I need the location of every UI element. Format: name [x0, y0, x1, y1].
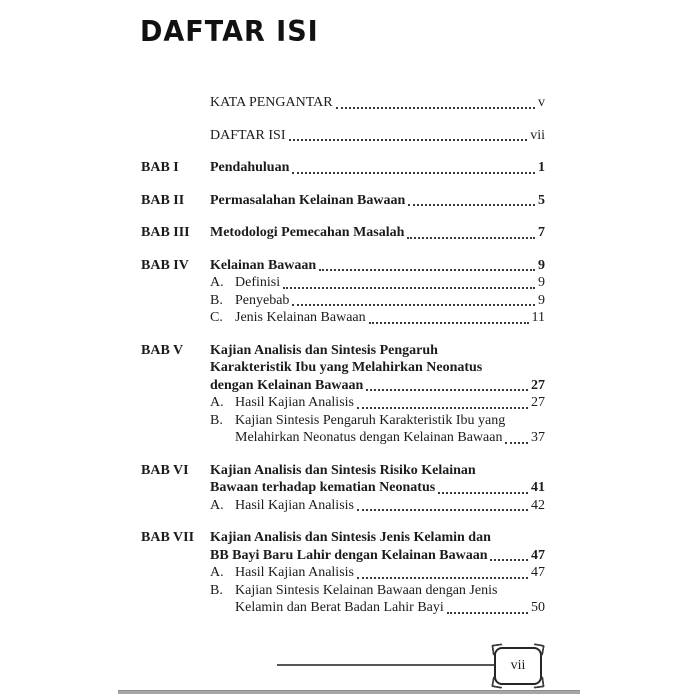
- sketch-corner-icon: [491, 643, 503, 655]
- entry-content: [210, 127, 545, 145]
- entry-text: Permasalahan Kelainan Bawaan: [210, 192, 406, 208]
- toc-subitem: [210, 497, 545, 515]
- entry-page-number: vii: [530, 127, 545, 143]
- chapter-label: BAB V: [141, 342, 184, 358]
- sketch-corner-icon: [532, 643, 545, 656]
- toc-line-with-leader: [210, 94, 545, 112]
- subitem-letter: B.: [210, 412, 223, 428]
- toc-subitem: [210, 564, 545, 582]
- dot-leader: [490, 559, 528, 561]
- entry-page-number: 9: [538, 275, 545, 290]
- entry-page-number: 9: [538, 292, 545, 308]
- subitem-content: [235, 497, 545, 515]
- toc-line-with-leader: [235, 309, 545, 327]
- page-number: vii: [510, 658, 526, 673]
- dot-leader: [283, 287, 535, 289]
- subitem-content: [235, 394, 545, 412]
- footer-rule: [277, 664, 497, 666]
- entry-page-number: 42: [531, 497, 545, 513]
- chapter-label: BAB VII: [141, 530, 195, 545]
- entry-text: Melahirkan Neonatus dengan Kelainan Bawaan: [235, 430, 503, 445]
- entry-text: DAFTAR ISI: [210, 127, 286, 143]
- toc-line-with-leader: [235, 599, 545, 617]
- toc-entry: [141, 127, 545, 145]
- entry-page-number: 11: [531, 310, 545, 325]
- toc-line-with-leader: [235, 429, 545, 447]
- title-line: Kajian Analisis dan Sintesis Pengaruh: [210, 342, 438, 358]
- toc-subitem: [210, 412, 545, 447]
- chapter-label: [141, 127, 210, 145]
- toc-entry: [141, 192, 545, 210]
- title-line: Kajian Analisis dan Sintesis Jenis Kelamin dan: [210, 530, 491, 545]
- dot-leader: [357, 407, 528, 409]
- sketch-corner-icon: [491, 676, 504, 689]
- dot-leader: [408, 204, 535, 206]
- page-title: DAFTAR ISI: [140, 16, 319, 49]
- entry-text: Hasil Kajian Analisis: [235, 395, 354, 410]
- entry-text: Kelamin dan Berat Badan Lahir Bayi: [235, 600, 444, 615]
- subitem-line: Kajian Sintesis Kelainan Bawaan dengan Jenis: [235, 582, 498, 598]
- dot-leader: [505, 442, 528, 444]
- toc-line-with-leader: [210, 479, 545, 497]
- entry-page-number: 1: [538, 160, 545, 175]
- entry-content: [210, 159, 545, 177]
- entry-page-number: 37: [531, 430, 545, 445]
- subitem-content: [235, 274, 545, 292]
- entry-text: BB Bayi Baru Lahir dengan Kelainan Bawaan: [210, 547, 488, 563]
- entry-page-number: 27: [531, 395, 545, 410]
- entry-page-number: 7: [538, 225, 545, 240]
- toc-entry: [141, 159, 545, 177]
- entry-page-number: 41: [531, 480, 545, 495]
- entry-content: [210, 224, 545, 242]
- chapter-label: [141, 94, 210, 112]
- toc-line-with-leader: [235, 274, 545, 292]
- subitem-content: [235, 309, 545, 327]
- dot-leader: [366, 389, 528, 391]
- dot-leader: [447, 612, 528, 614]
- chapter-label: BAB I: [141, 160, 179, 175]
- chapter-label: BAB IV: [141, 257, 189, 273]
- entry-text: Kelainan Bawaan: [210, 257, 317, 273]
- entry-page-number: 47: [531, 565, 545, 580]
- toc-entry: [141, 224, 545, 242]
- entry-text: Definisi: [235, 275, 281, 290]
- dot-leader: [357, 577, 528, 579]
- toc-line-with-leader: [210, 377, 545, 395]
- entry-content: [210, 192, 545, 210]
- entry-page-number: 50: [531, 600, 545, 615]
- sketch-corner-icon: [532, 676, 544, 688]
- entry-page-number: 5: [538, 192, 545, 208]
- toc-line-with-leader: [210, 192, 545, 210]
- toc-line-with-leader: [210, 224, 545, 242]
- toc-subitem: [210, 309, 545, 327]
- chapter-label: BAB II: [141, 192, 185, 208]
- entry-content: [210, 94, 545, 112]
- toc-line-with-leader: [210, 159, 545, 177]
- dot-leader: [319, 269, 535, 271]
- page-number-box: [494, 647, 542, 685]
- subitem-letter: A.: [210, 565, 224, 580]
- toc-entry: [141, 462, 545, 515]
- toc-line-with-leader: [235, 497, 545, 515]
- entry-text: Penyebab: [235, 292, 290, 308]
- toc-subitem: [210, 274, 545, 292]
- toc-entry: [141, 257, 545, 327]
- entry-content: [210, 529, 545, 617]
- entry-page-number: 47: [531, 547, 545, 563]
- toc-entry: [141, 529, 545, 617]
- entry-content: [210, 257, 545, 327]
- entry-page-number: 27: [531, 377, 545, 393]
- toc-line-with-leader: [235, 394, 545, 412]
- subitem-letter: B.: [210, 292, 223, 308]
- toc-subitem: [210, 394, 545, 412]
- page-bottom-edge: [118, 690, 580, 694]
- toc-line-with-leader: [235, 564, 545, 582]
- dot-leader: [289, 139, 528, 141]
- entry-text: Jenis Kelainan Bawaan: [235, 310, 366, 325]
- entry-text: Metodologi Pemecahan Masalah: [210, 225, 405, 240]
- dot-leader: [336, 107, 535, 109]
- toc-line-with-leader: [210, 547, 545, 565]
- subitem-letter: C.: [210, 310, 223, 325]
- chapter-label: BAB III: [141, 225, 190, 240]
- subitem-content: [235, 292, 545, 310]
- subitem-letter: A.: [210, 275, 224, 290]
- toc-line-with-leader: [210, 257, 545, 275]
- subitem-content: [235, 564, 545, 582]
- entry-text: Bawaan terhadap kematian Neonatus: [210, 480, 436, 495]
- subitem-letter: A.: [210, 395, 224, 410]
- toc-list: [141, 94, 545, 632]
- entry-page-number: 9: [538, 257, 545, 273]
- dot-leader: [292, 304, 535, 306]
- toc-line-with-leader: [235, 292, 545, 310]
- toc-subitem: [210, 582, 545, 617]
- entry-page-number: v: [538, 95, 545, 110]
- dot-leader: [438, 492, 528, 494]
- entry-text: Pendahuluan: [210, 160, 290, 175]
- title-line: Karakteristik Ibu yang Melahirkan Neonatus: [210, 360, 483, 375]
- title-line: Kajian Analisis dan Sintesis Risiko Kelainan: [210, 462, 476, 478]
- toc-subitem: [210, 292, 545, 310]
- subitem-content: [235, 582, 545, 617]
- entry-text: dengan Kelainan Bawaan: [210, 377, 364, 393]
- dot-leader: [407, 237, 535, 239]
- chapter-label: BAB VI: [141, 462, 189, 478]
- dot-leader: [292, 172, 535, 174]
- dot-leader: [369, 322, 529, 324]
- toc-entry: [141, 94, 545, 112]
- subitem-letter: B.: [210, 582, 223, 598]
- entry-content: [210, 342, 545, 447]
- entry-text: KATA PENGANTAR: [210, 95, 333, 110]
- toc-line-with-leader: [210, 127, 545, 145]
- subitem-line: Kajian Sintesis Pengaruh Karakteristik Ibu yang: [235, 412, 506, 428]
- dot-leader: [357, 509, 528, 511]
- subitem-letter: A.: [210, 497, 224, 513]
- entry-text: Hasil Kajian Analisis: [235, 497, 354, 513]
- toc-entry: [141, 342, 545, 447]
- entry-content: [210, 462, 545, 515]
- entry-text: Hasil Kajian Analisis: [235, 565, 354, 580]
- subitem-content: [235, 412, 545, 447]
